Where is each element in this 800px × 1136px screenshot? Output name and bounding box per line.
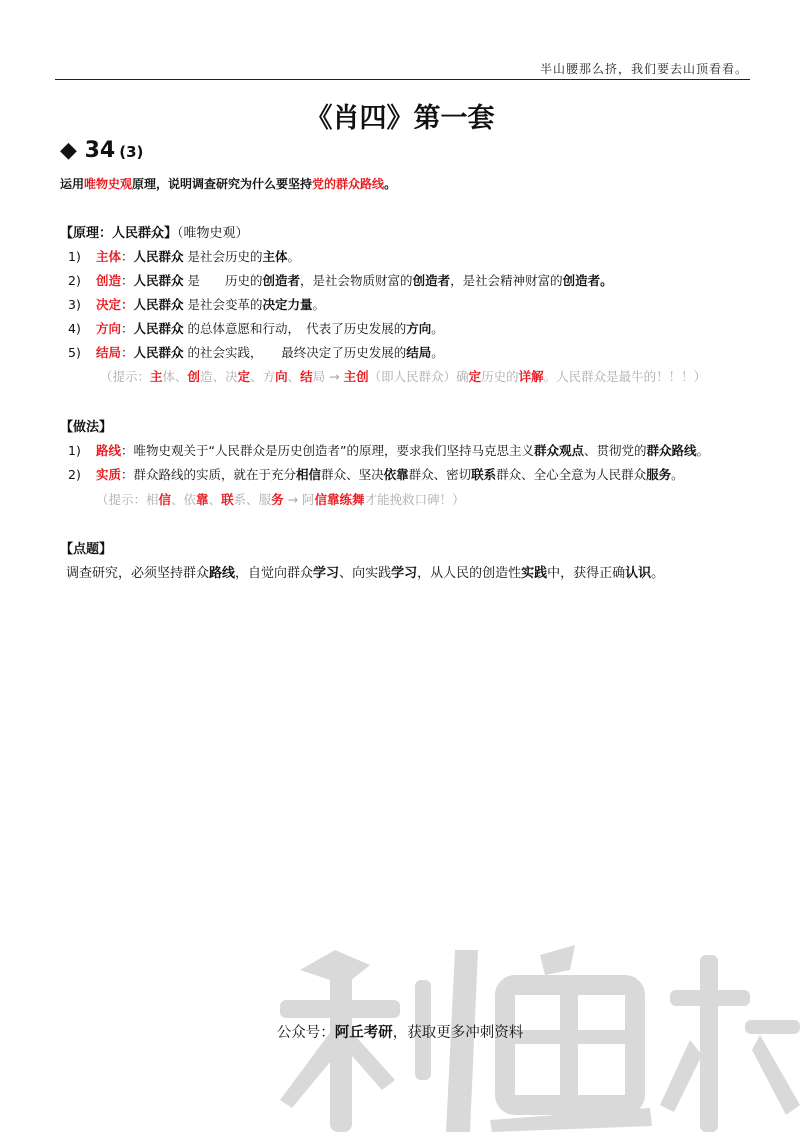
item-separator: ： (121, 273, 134, 288)
item-text: 。 (312, 297, 326, 312)
list-item (68, 319, 444, 337)
conclusion-part: ，从人民的创造性 (417, 566, 522, 581)
item-separator: ： (121, 467, 134, 482)
footer-promo (0, 1021, 800, 1042)
item-text: 群众观点 (533, 443, 584, 458)
item-label: 路线 (96, 443, 122, 458)
conclusion-text (66, 562, 664, 581)
item-number: 2) (68, 273, 81, 288)
tip-text: 信靠练舞 (314, 492, 365, 507)
tip-text: 体、 (162, 369, 188, 384)
item-text: ，是社会精神财富的 (450, 273, 563, 288)
conclusion-part: 。 (651, 566, 665, 581)
item-number: 4) (68, 321, 81, 336)
item-text: 群众、坚决 (321, 467, 384, 482)
question-part: 运用 (60, 177, 85, 191)
question-part: 。 (384, 177, 397, 191)
item-text: 唯物史观关于“人民群众是历史创造者”的原理，要求我们坚持马克思主义 (133, 443, 534, 458)
tip-text: 结 (300, 369, 313, 384)
section-heading-text: 【原理：人民群众】 (60, 226, 178, 241)
item-text: 人民群众 (133, 273, 184, 288)
tip-text: 务 (271, 492, 284, 507)
item-text: 创造者。 (562, 273, 613, 288)
item-text: 主体 (262, 249, 288, 264)
tip-text: 创 (187, 369, 201, 384)
item-label: 实质 (96, 467, 122, 482)
item-separator: ： (121, 345, 134, 360)
section-heading-method: 【做法】 (60, 420, 113, 435)
mnemonic-tip (96, 490, 465, 508)
list-item (68, 343, 444, 361)
tip-text: 造、决 (200, 369, 238, 384)
section-heading-principle (60, 222, 249, 241)
header-divider (55, 79, 750, 80)
question-keyword: 党的群众路线 (312, 177, 385, 191)
item-text: 。 (696, 443, 710, 458)
item-number: 1) (68, 249, 81, 264)
question-number (60, 138, 143, 163)
tip-text: → 阿 (283, 492, 315, 507)
item-text: 群众路线的实质，就在于充分 (133, 467, 297, 482)
item-text: 决定力量 (262, 297, 313, 312)
tip-text: 、依 (171, 492, 197, 507)
item-label: 结局 (96, 345, 122, 360)
tip-text: 定 (237, 369, 251, 384)
tip-text: 、 (208, 492, 222, 507)
tip-text: 定 (468, 369, 482, 384)
tip-text: 历史的 (481, 369, 519, 384)
conclusion-part: 认识 (625, 566, 652, 581)
item-text: 。 (287, 249, 301, 264)
item-text: 。 (431, 345, 444, 360)
item-text: 是社会变革的 (183, 297, 263, 312)
item-separator: ： (121, 321, 134, 336)
item-text: 人民群众 (133, 321, 184, 336)
item-number: 1) (68, 443, 81, 458)
item-text: 方向 (406, 321, 432, 336)
item-text: 创造者 (262, 273, 301, 288)
item-separator: ： (121, 297, 134, 312)
item-text: 群众路线 (646, 443, 697, 458)
list-item (68, 465, 684, 483)
item-label: 决定 (96, 297, 122, 312)
item-text: 人民群众 (133, 297, 184, 312)
conclusion-part: 实践 (521, 566, 548, 581)
tip-text: 信 (158, 492, 172, 507)
item-text: 创造者 (412, 273, 451, 288)
item-text: ，是社会物质财富的 (300, 273, 413, 288)
conclusion-part: 中，获得正确 (547, 566, 626, 581)
tip-text: 详解 (518, 369, 544, 384)
diamond-bullet-icon: ◆ (60, 138, 77, 163)
item-label: 主体 (96, 249, 122, 264)
conclusion-part: 调查研究，必须坚持群众 (66, 566, 210, 581)
question-part: 原理，说明调查研究为什么要坚持 (132, 177, 313, 191)
tip-text: （提示： (100, 369, 151, 384)
footer-account-name: 阿丘考研 (334, 1025, 393, 1041)
item-text: 结局 (406, 345, 432, 360)
item-text: 联系 (471, 467, 497, 482)
item-text: 是社会历史的 (183, 249, 263, 264)
tip-text: 主 (150, 369, 163, 384)
conclusion-part: 路线 (209, 566, 236, 581)
tip-text: 联 (221, 492, 234, 507)
item-text: 相信 (296, 467, 322, 482)
tip-text: 向 (275, 369, 288, 384)
item-text: 。 (431, 321, 444, 336)
tip-text: 、方 (250, 369, 276, 384)
conclusion-part: 学习 (313, 566, 340, 581)
item-text: 。 (671, 467, 684, 482)
item-text: 的总体意愿和行动， 代表了历史发展的 (183, 321, 407, 336)
list-item (68, 295, 325, 313)
header-motto: 半山腰那么挤，我们要去山顶看看。 (539, 62, 748, 76)
conclusion-part: 学习 (391, 566, 418, 581)
section-heading-note: （唯物史观） (177, 226, 249, 241)
tip-text: 主创 (343, 369, 369, 384)
item-separator: ： (121, 249, 134, 264)
item-number: 2) (68, 467, 81, 482)
list-item (68, 271, 613, 289)
mnemonic-tip (100, 367, 706, 385)
item-text: 人民群众 (133, 345, 184, 360)
item-number: 5) (68, 345, 81, 360)
item-separator: ： (121, 443, 134, 458)
item-text: 的社会实践， 最终决定了历史发展的 (183, 345, 407, 360)
item-text: 服务 (646, 467, 672, 482)
tip-text: 才能挽救口碑！） (364, 492, 465, 507)
tip-text: 。人民群众是最牛的！！！） (543, 369, 707, 384)
item-text: 是 历史的 (183, 273, 263, 288)
question-keyword: 唯物史观 (84, 177, 133, 191)
question-text (60, 175, 396, 192)
page-title: 《肖四》第一套 (305, 103, 495, 134)
conclusion-part: 、向实践 (339, 566, 392, 581)
footer-text: 公众号： (276, 1025, 335, 1041)
item-label: 创造 (96, 273, 122, 288)
tip-text: （即人民群众）确 (368, 369, 469, 384)
tip-text: 局 → (312, 369, 344, 384)
footer-text: ，获取更多冲刺资料 (392, 1025, 524, 1041)
conclusion-part: ，自觉向群众 (235, 566, 314, 581)
question-number-text: 34 (84, 138, 116, 163)
question-sub-number: (3) (119, 143, 144, 161)
list-item (68, 441, 709, 459)
tip-text: 系、服 (233, 492, 272, 507)
item-text: 依靠 (383, 467, 409, 482)
item-number: 3) (68, 297, 81, 312)
tip-text: 靠 (196, 492, 209, 507)
item-text: 群众、密切 (408, 467, 472, 482)
tip-text: 、 (287, 369, 301, 384)
item-text: 人民群众 (133, 249, 184, 264)
item-text: 群众、全心全意为人民群众 (496, 467, 647, 482)
section-heading-conclusion: 【点题】 (60, 542, 113, 557)
list-item (68, 247, 300, 265)
item-label: 方向 (96, 321, 122, 336)
item-text: 、贯彻党的 (584, 443, 647, 458)
tip-text: （提示：相 (96, 492, 159, 507)
